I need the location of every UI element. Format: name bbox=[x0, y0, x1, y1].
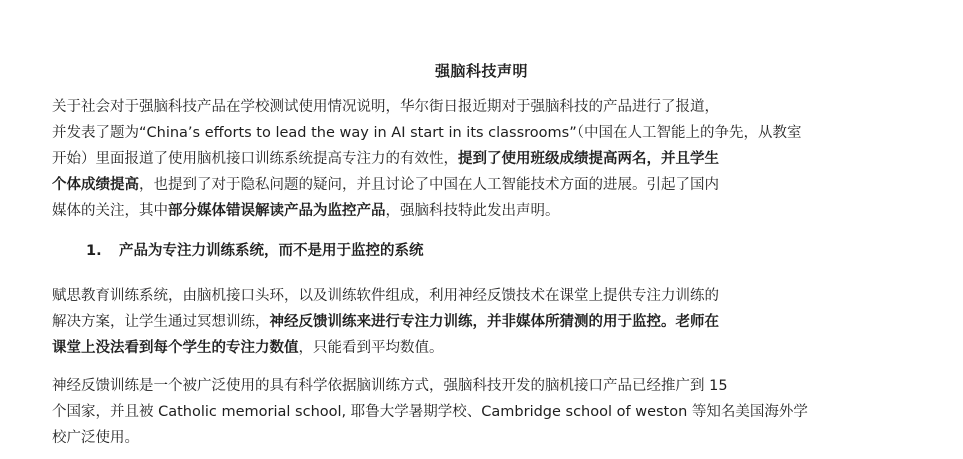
system-line-2-bold: 神经反馈训练来进行专注力训练，并非媒体所猜测的用于监控。老师在 bbox=[269, 314, 719, 330]
system-line-1: 赋思教育训练系统，由脑机接口头环，以及训练软件组成，利用神经反馈技术在课堂上提供专注力训练的 bbox=[52, 288, 719, 304]
section-1-heading-text: 产品为专注力训练系统，而不是用于监控的系统 bbox=[119, 243, 424, 259]
section-1-number: 1. bbox=[86, 243, 102, 259]
intro-line-3-bold: 提到了使用班级成绩提高两名，并且学生 bbox=[458, 151, 719, 167]
neurofeedback-paragraph bbox=[52, 373, 932, 451]
system-line-2-text: 解决方案，让学生通过冥想训练， bbox=[52, 314, 270, 330]
intro-line-5-text-b: ，强脑科技特此发出声明。 bbox=[385, 203, 560, 219]
intro-line-4 bbox=[52, 172, 932, 198]
section-1-heading bbox=[86, 238, 424, 264]
system-line-3 bbox=[52, 335, 932, 361]
intro-line-5-text-a: 媒体的关注，其中 bbox=[52, 203, 168, 219]
intro-line-3 bbox=[52, 146, 932, 172]
intro-line-3-text: 开始）里面报道了使用脑机接口训练系统提高专注力的有效性， bbox=[52, 151, 458, 167]
system-paragraph bbox=[52, 283, 932, 361]
system-line-3-bold: 课堂上没法看到每个学生的专注力数值 bbox=[52, 340, 299, 356]
system-line-3-text: ，只能看到平均数值。 bbox=[298, 340, 444, 356]
neurofeedback-line-3: 校广泛使用。 bbox=[52, 430, 139, 446]
intro-line-5 bbox=[52, 198, 932, 224]
intro-line-2: 并发表了题为“China’s efforts to lead the way in AI start in its classrooms”（中国在人工智能上的争先，从教室 bbox=[52, 125, 802, 141]
intro-line-5-bold: 部分媒体错误解读产品为监控产品 bbox=[168, 203, 386, 219]
system-line-2 bbox=[52, 309, 932, 335]
intro-line-4-bold: 个体成绩提高 bbox=[52, 177, 139, 193]
intro-line-1: 关于社会对于强脑科技产品在学校测试使用情况说明，华尔街日报近期对于强脑科技的产品进行了报道， bbox=[52, 99, 719, 115]
document-title: 强脑科技声明 bbox=[434, 62, 528, 80]
neurofeedback-line-1: 神经反馈训练是一个被广泛使用的具有科学依据脑训练方式，强脑科技开发的脑机接口产品已经推广到 15 bbox=[52, 378, 728, 394]
neurofeedback-line-2: 个国家，并且被 Catholic memorial school, 耶鲁大学暑期学校、Cambridge school of weston 等知名美国海外学 bbox=[52, 404, 808, 420]
intro-line-4-text: ，也提到了对于隐私问题的疑问，并且讨论了中国在人工智能技术方面的进展。引起了国内 bbox=[139, 177, 719, 193]
intro-paragraph bbox=[52, 94, 932, 224]
